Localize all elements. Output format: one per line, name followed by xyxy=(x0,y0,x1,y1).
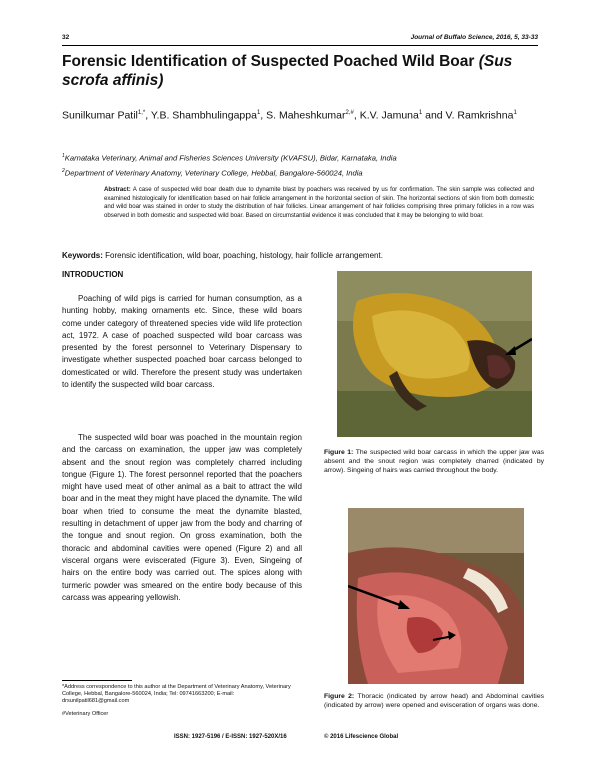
figure-2-image xyxy=(348,508,524,684)
author-name: S. Maheshkumar xyxy=(266,109,346,122)
intro-paragraph-1: Poaching of wild pigs is carried for human consumption, as a hunting hobby, making ornaments etc. Since, these wild boars come under category of threatened species vide wild life protection act, 1972. A case of poached suspected wild boar carcass was presented by the forest personnel to Veterinary Dispensary to investigate whether suspected poached boar carcass belonged to domesticated or wild. Therefore the present study was undertaken to identify the suspected wild boar carcass. xyxy=(62,294,302,390)
header-divider xyxy=(62,45,538,46)
abstract-label: Abstract: xyxy=(104,186,131,193)
figure-1-image xyxy=(337,271,532,437)
author-sup: 2,# xyxy=(345,110,354,116)
affiliation-text: Department of Veterinary Anatomy, Veterinary College, Hebbal, Bangalore-560024, India xyxy=(64,168,363,178)
correspondence-footnote: *Address correspondence to this author at the Department of Veterinary Anatomy, Veterinary College, Hebbal, Bangalore-560024, India; Tel: 09741663200; E-mail: drsunilpatil681@gmail.com xyxy=(62,684,291,705)
affiliation-sup: 1 xyxy=(62,153,65,159)
officer-footnote: #Veterinary Officer xyxy=(62,711,109,717)
title-main: Forensic Identification of Suspected Poached Wild Boar xyxy=(62,53,479,70)
eviscerated-carcass-photo xyxy=(348,508,524,684)
abstract-text: A case of suspected wild boar death due to dynamite blast by poachers was received by us for confirmation. The skin sample was collected and examined histologically for identification based on hair follicle arrangement in the horizontal section of skin. The horizontal sections of skin from both domestic and wild boar was stained in order to study the distribution of hair follicles. Linear arrangement of hair follicles comprising three primary follicles in a row was observed in both domestic and suspected wild boar. Based on circumstantial evidence it was concluded that it may be belonging to wild boar. xyxy=(104,186,534,219)
journal-header: Journal of Buffalo Science, 2016, 5, 33-33 xyxy=(410,34,538,41)
page-number: 32 xyxy=(62,34,70,41)
intro-paragraph-2: The suspected wild boar was poached in the mountain region and the carcass on examination, the upper jaw was completely absent and the snout region was completely charred including tongue (Figure 1). The forest personnel reported that the poachers might have used meat of other animal as a bait to attract the wild boar and in the meat they might have placed the dynamite. The wild boar when tried to consume the meat the dynamite blasted, resulting in detachment of upper jaw from the body and charring of the tongue and snout region. On gross examination, both the thoracic and abdominal cavities were opened (Figure 2) and all visceral organs were eviscerated (Figure 3). Even, Singeing of hairs on the entire body was carried out. The spices along with turmeric powder was smeared on the entire body because of this carcass was appearing yellowish. xyxy=(62,433,302,602)
affiliation-1 xyxy=(62,153,397,163)
author-name: Sunilkumar Patil xyxy=(62,109,138,122)
keywords-label: Keywords: xyxy=(62,251,103,260)
issn-footer: ISSN: 1927-5196 / E-ISSN: 1927-520X/16 xyxy=(174,734,287,740)
introduction-heading: INTRODUCTION xyxy=(62,270,124,279)
author-name: Y.B. Shambhulingappa xyxy=(150,109,257,122)
figure-1-caption xyxy=(324,448,544,476)
author-sup: 1 xyxy=(418,110,423,116)
keywords xyxy=(62,251,542,260)
author-sup: 1 xyxy=(256,110,261,116)
author-name: V. Ramkrishna xyxy=(445,109,514,122)
figure-label: Figure 1: xyxy=(324,449,354,456)
author-list: Sunilkumar Patil$^{1,*}$, Y.B. Shambhulingappa$^1$, S. Maheshkumar$^{2,\#}$, K.V. Jamuna$^1$ and V. Ramkrishna$^1$ xyxy=(62,109,517,122)
boar-carcass-photo xyxy=(337,271,532,437)
figure-2-caption xyxy=(324,692,544,710)
copyright-footer: © 2016 Lifescience Global xyxy=(324,734,399,740)
abstract xyxy=(104,186,534,220)
figure-caption-text: The suspected wild boar carcass in which the upper jaw was absent and the snout region was completely charred (indicated by arrow). Singeing of hairs was carried throughout the body. xyxy=(324,449,544,475)
title-species: (Sus scrofa affinis) xyxy=(62,53,513,89)
affiliation-sup: 2 xyxy=(62,168,65,174)
affiliation-2 xyxy=(62,168,363,178)
article-title xyxy=(62,52,542,90)
figure-label: Figure 2: xyxy=(324,693,355,700)
author-sup: 1,* xyxy=(137,110,146,116)
figure-caption-text: Thoracic (indicated by arrow head) and Abdominal cavities (indicated by arrow) were opened and evisceration of organs was done. xyxy=(324,693,544,710)
author-sup: 1 xyxy=(513,110,517,116)
footnote-divider xyxy=(62,680,132,681)
author-name: K.V. Jamuna xyxy=(359,109,419,122)
affiliation-text: Karnataka Veterinary, Animal and Fisheries Sciences University (KVAFSU), Bidar, Karnataka, India xyxy=(64,153,397,163)
keywords-text: Forensic identification, wild boar, poaching, histology, hair follicle arrangement. xyxy=(105,251,383,260)
